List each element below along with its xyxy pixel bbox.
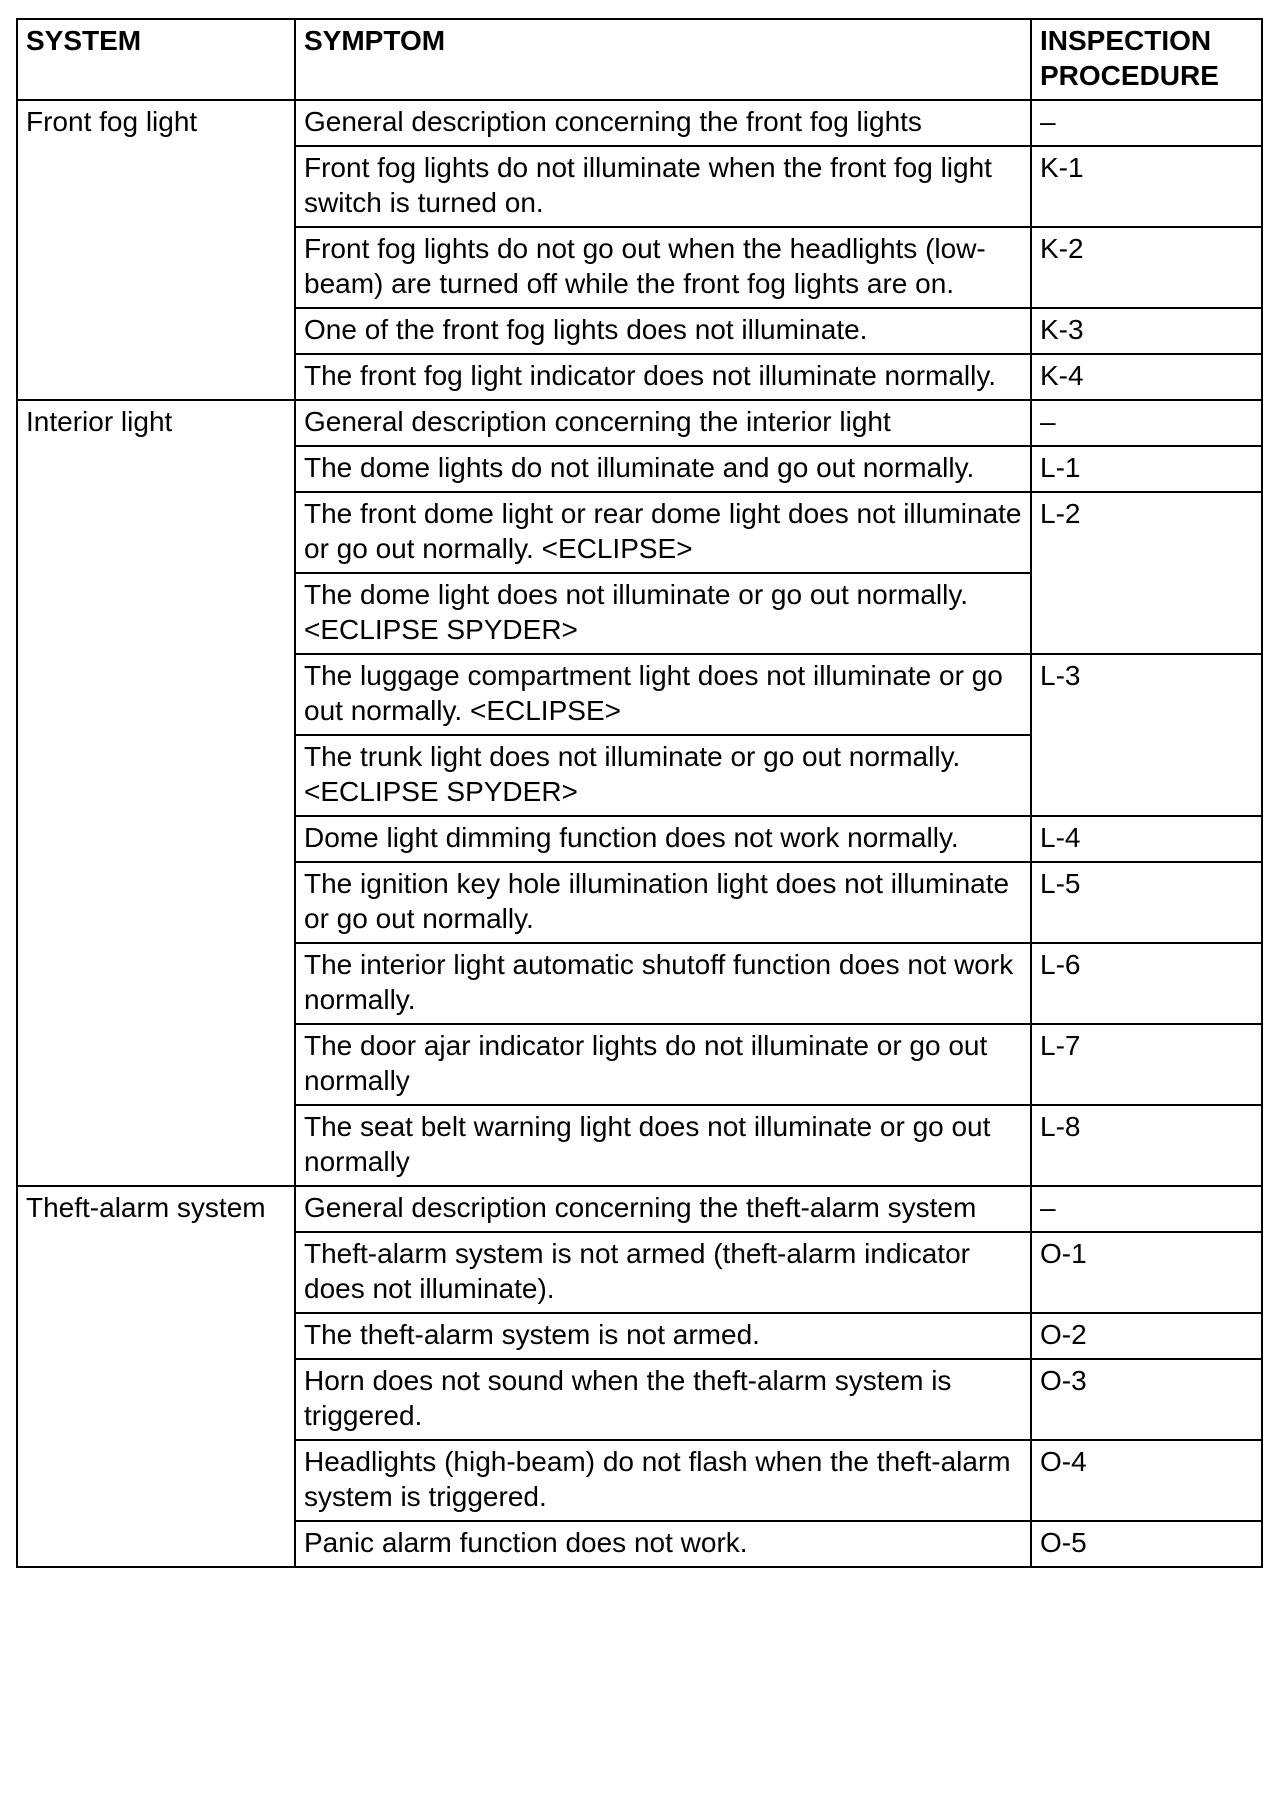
procedure-cell: O-5 bbox=[1031, 1521, 1262, 1567]
symptom-cell: Front fog lights do not go out when the headlights (low-beam) are turned off while the front fog lights are on. bbox=[295, 227, 1031, 308]
header-procedure: INSPECTION PROCEDURE bbox=[1031, 19, 1262, 100]
symptom-cell: Horn does not sound when the theft-alarm system is triggered. bbox=[295, 1359, 1031, 1440]
procedure-cell: L-3 bbox=[1031, 654, 1262, 816]
symptom-cell: Theft-alarm system is not armed (theft-alarm indicator does not illuminate). bbox=[295, 1232, 1031, 1313]
procedure-cell: – bbox=[1031, 400, 1262, 446]
symptom-cell: General description concerning the front fog lights bbox=[295, 100, 1031, 146]
procedure-cell: K-4 bbox=[1031, 354, 1262, 400]
symptom-cell: The front fog light indicator does not illuminate normally. bbox=[295, 354, 1031, 400]
symptom-cell: The luggage compartment light does not illuminate or go out normally. <ECLIPSE> bbox=[295, 654, 1031, 735]
system-cell: Interior light bbox=[17, 400, 295, 1186]
procedure-cell: O-2 bbox=[1031, 1313, 1262, 1359]
symptom-cell: The trunk light does not illuminate or go out normally. <ECLIPSE SPYDER> bbox=[295, 735, 1031, 816]
symptom-cell: The ignition key hole illumination light does not illuminate or go out normally. bbox=[295, 862, 1031, 943]
symptom-cell: One of the front fog lights does not illuminate. bbox=[295, 308, 1031, 354]
procedure-cell: – bbox=[1031, 100, 1262, 146]
symptom-cell: The dome light does not illuminate or go out normally. <ECLIPSE SPYDER> bbox=[295, 573, 1031, 654]
procedure-cell: K-1 bbox=[1031, 146, 1262, 227]
procedure-cell: L-5 bbox=[1031, 862, 1262, 943]
procedure-cell: L-4 bbox=[1031, 816, 1262, 862]
symptom-cell: Dome light dimming function does not work normally. bbox=[295, 816, 1031, 862]
symptom-cell: General description concerning the interior light bbox=[295, 400, 1031, 446]
header-row bbox=[17, 19, 1262, 100]
procedure-cell: L-1 bbox=[1031, 446, 1262, 492]
procedure-cell: L-2 bbox=[1031, 492, 1262, 654]
procedure-cell: L-6 bbox=[1031, 943, 1262, 1024]
procedure-cell: K-2 bbox=[1031, 227, 1262, 308]
table-row bbox=[17, 400, 1262, 446]
system-cell: Front fog light bbox=[17, 100, 295, 400]
symptom-cell: The seat belt warning light does not illuminate or go out normally bbox=[295, 1105, 1031, 1186]
symptom-cell: The front dome light or rear dome light does not illuminate or go out normally. <ECLIPSE> bbox=[295, 492, 1031, 573]
procedure-cell: L-7 bbox=[1031, 1024, 1262, 1105]
procedure-cell: L-8 bbox=[1031, 1105, 1262, 1186]
symptom-cell: The theft-alarm system is not armed. bbox=[295, 1313, 1031, 1359]
symptom-cell: The interior light automatic shutoff function does not work normally. bbox=[295, 943, 1031, 1024]
symptom-cell: General description concerning the theft-alarm system bbox=[295, 1186, 1031, 1232]
procedure-cell: – bbox=[1031, 1186, 1262, 1232]
procedure-cell: K-3 bbox=[1031, 308, 1262, 354]
procedure-cell: O-4 bbox=[1031, 1440, 1262, 1521]
symptom-cell: The door ajar indicator lights do not illuminate or go out normally bbox=[295, 1024, 1031, 1105]
symptom-table bbox=[16, 18, 1263, 1568]
procedure-cell: O-1 bbox=[1031, 1232, 1262, 1313]
system-cell: Theft-alarm system bbox=[17, 1186, 295, 1567]
symptom-cell: Front fog lights do not illuminate when the front fog light switch is turned on. bbox=[295, 146, 1031, 227]
table-row bbox=[17, 100, 1262, 146]
header-symptom: SYMPTOM bbox=[295, 19, 1031, 100]
symptom-cell: Panic alarm function does not work. bbox=[295, 1521, 1031, 1567]
symptom-cell: Headlights (high-beam) do not flash when the theft-alarm system is triggered. bbox=[295, 1440, 1031, 1521]
table-row bbox=[17, 1186, 1262, 1232]
procedure-cell: O-3 bbox=[1031, 1359, 1262, 1440]
header-system: SYSTEM bbox=[17, 19, 295, 100]
document bbox=[16, 18, 1261, 1568]
symptom-cell: The dome lights do not illuminate and go out normally. bbox=[295, 446, 1031, 492]
